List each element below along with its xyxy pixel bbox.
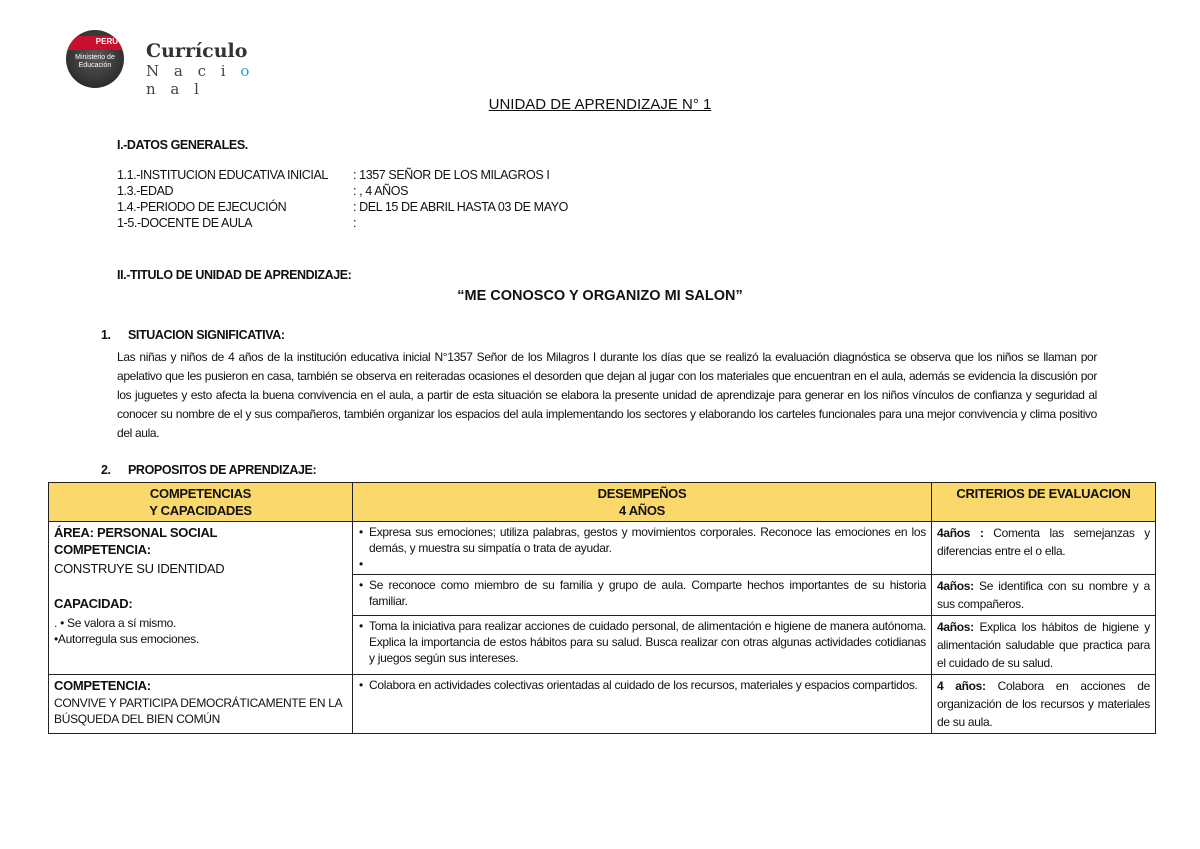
header-criteria: [932, 483, 1156, 522]
competence-name: CONSTRUYE SU IDENTIDAD: [54, 561, 225, 576]
purposes-table: [48, 482, 1156, 734]
situation-text: Las niñas y niños de 4 años de la institución educativa inicial N°1357 Señor de los Milagros I durante los días que se realizó la evaluación diagnóstica se observa que los niños se llaman por apelativo que les pusieron en casa, también se observa en reiteradas ocasiones el desorden que dejan al jugar con los materiales que encuentran en el aula, además se evidencia la discusión por los juguetes y esto afecta la buena convivencia en el aula, a partir de esta situación se elabora la presente unidad de aprendizaje para generar en los niños vínculos de confianza y seguridad al conocer su nombre de el y sus compañeros, también organizar los espacios del aula implementando los sectores y elaborando los carteles funcionales para una mejor convivencia y clima positivo del aula.: [117, 350, 1097, 440]
ministry-seal: [66, 30, 124, 88]
capacity-item: •Autorregula sus emociones.: [54, 632, 199, 646]
brand-line-2: N a c i o n a l: [146, 62, 255, 98]
criteria-cell: [932, 616, 1156, 675]
purposes-number: 2.: [101, 463, 111, 477]
table-header-row: [49, 483, 1156, 522]
criteria-body: Comenta las semejanzas y diferencias entre el o ella.: [937, 526, 1150, 558]
competence-cell-personal-social: [49, 522, 353, 675]
header-performances-line1: DESEMPEÑOS: [597, 486, 687, 501]
performance-item: • Toma la iniciativa para realizar acciones de cuidado personal, de alimentación e higiene de manera autónoma. Explica la importancia de estos hábitos para su salud. Busca realizar con otras algunas actividades cotidianas y juegos según sus intereses.: [358, 618, 926, 666]
header-performances: [353, 483, 932, 522]
capacity-label: CAPACIDAD:: [54, 596, 133, 611]
criteria-body: Explica los hábitos de higiene y alimentación saludable que practica para el cuidado de su salud.: [937, 620, 1150, 670]
general-value-period: : DEL 15 DE ABRIL HASTA 03 DE MAYO: [353, 200, 568, 214]
header-performances-line2: 4 AÑOS: [618, 503, 666, 518]
table-row: [49, 522, 1156, 575]
criteria-age: 4años:: [937, 579, 974, 593]
criteria-age: 4años :: [937, 526, 984, 540]
competence-name: CONVIVE Y PARTICIPA DEMOCRÁTICAMENTE EN LA BÚSQUEDA DEL BIEN COMÚN: [54, 696, 342, 726]
curriculo-nacional-logo: [66, 30, 256, 98]
criteria-text: [937, 577, 1150, 613]
criteria-cell: [932, 522, 1156, 575]
criteria-text: [937, 618, 1150, 672]
unit-title: “ME CONOSCO Y ORGANIZO MI SALON”: [457, 288, 743, 304]
performance-cell: [353, 675, 932, 734]
area-label: ÁREA: PERSONAL SOCIAL: [54, 525, 218, 540]
criteria-cell: [932, 575, 1156, 616]
criteria-body: Se identifica con su nombre y a sus compañeros.: [937, 579, 1150, 611]
general-label-age: 1.3.-EDAD: [117, 184, 174, 198]
general-label-period: 1.4.-PERIODO DE EJECUCIÓN: [117, 200, 287, 214]
general-value-age: : , 4 AÑOS: [353, 184, 409, 198]
criteria-cell: [932, 675, 1156, 734]
general-value-institution: : 1357 SEÑOR DE LOS MILAGROS I: [353, 168, 550, 182]
performance-item: • Colabora en actividades colectivas orientadas al cuidado de los recursos, materiales y espacios compartidos.: [358, 677, 926, 693]
competence-cell-convive: [49, 675, 353, 734]
criteria-body: Colabora en acciones de organización de los recursos y materiales de su aula.: [937, 679, 1150, 729]
competence-label: COMPETENCIA:: [54, 542, 151, 557]
general-data-heading: I.-DATOS GENERALES.: [117, 138, 248, 152]
general-value-teacher: :: [353, 216, 357, 230]
purposes-heading: PROPOSITOS DE APRENDIZAJE:: [128, 463, 317, 477]
performance-item: • Se reconoce como miembro de su familia y grupo de aula. Comparte hechos importantes de su historia familiar.: [358, 577, 926, 609]
performance-cell: [353, 616, 932, 675]
performance-cell: [353, 575, 932, 616]
capacity-item: . • Se valora a sí mismo.: [54, 616, 177, 630]
unit-title-heading: II.-TITULO DE UNIDAD DE APRENDIZAJE:: [117, 268, 352, 282]
criteria-text: [937, 524, 1150, 560]
competence-label: COMPETENCIA:: [54, 678, 151, 693]
criteria-age: 4años:: [937, 620, 974, 634]
seal-ministry-name: Ministerio de Educación: [75, 54, 115, 69]
situation-number: 1.: [101, 328, 111, 342]
header-competencies-line1: COMPETENCIAS: [149, 486, 252, 501]
table-row: [49, 675, 1156, 734]
header-competencies-line2: Y CAPACIDADES: [149, 503, 252, 518]
header-criteria-text: CRITERIOS DE EVALUACION: [956, 486, 1131, 501]
criteria-text: [937, 677, 1150, 731]
empty-performance-item: [358, 556, 926, 572]
performance-cell: [353, 522, 932, 575]
criteria-age: 4 años:: [937, 679, 986, 693]
document-title: UNIDAD DE APRENDIZAJE N° 1: [488, 96, 712, 113]
situation-heading: SITUACION SIGNIFICATIVA:: [128, 328, 285, 342]
brand-line-1: Currículo: [146, 40, 248, 62]
general-label-institution: 1.1.-INSTITUCION EDUCATIVA INICIAL: [117, 168, 328, 182]
general-label-teacher: 1-5.-DOCENTE DE AULA: [117, 216, 253, 230]
header-competencies: [49, 483, 353, 522]
performance-item: • Expresa sus emociones; utiliza palabras, gestos y movimientos corporales. Reconoce las emociones en los demás, y muestra su simpatía o trata de ayudar.: [358, 524, 926, 556]
seal-country: PERÚ: [95, 37, 118, 46]
